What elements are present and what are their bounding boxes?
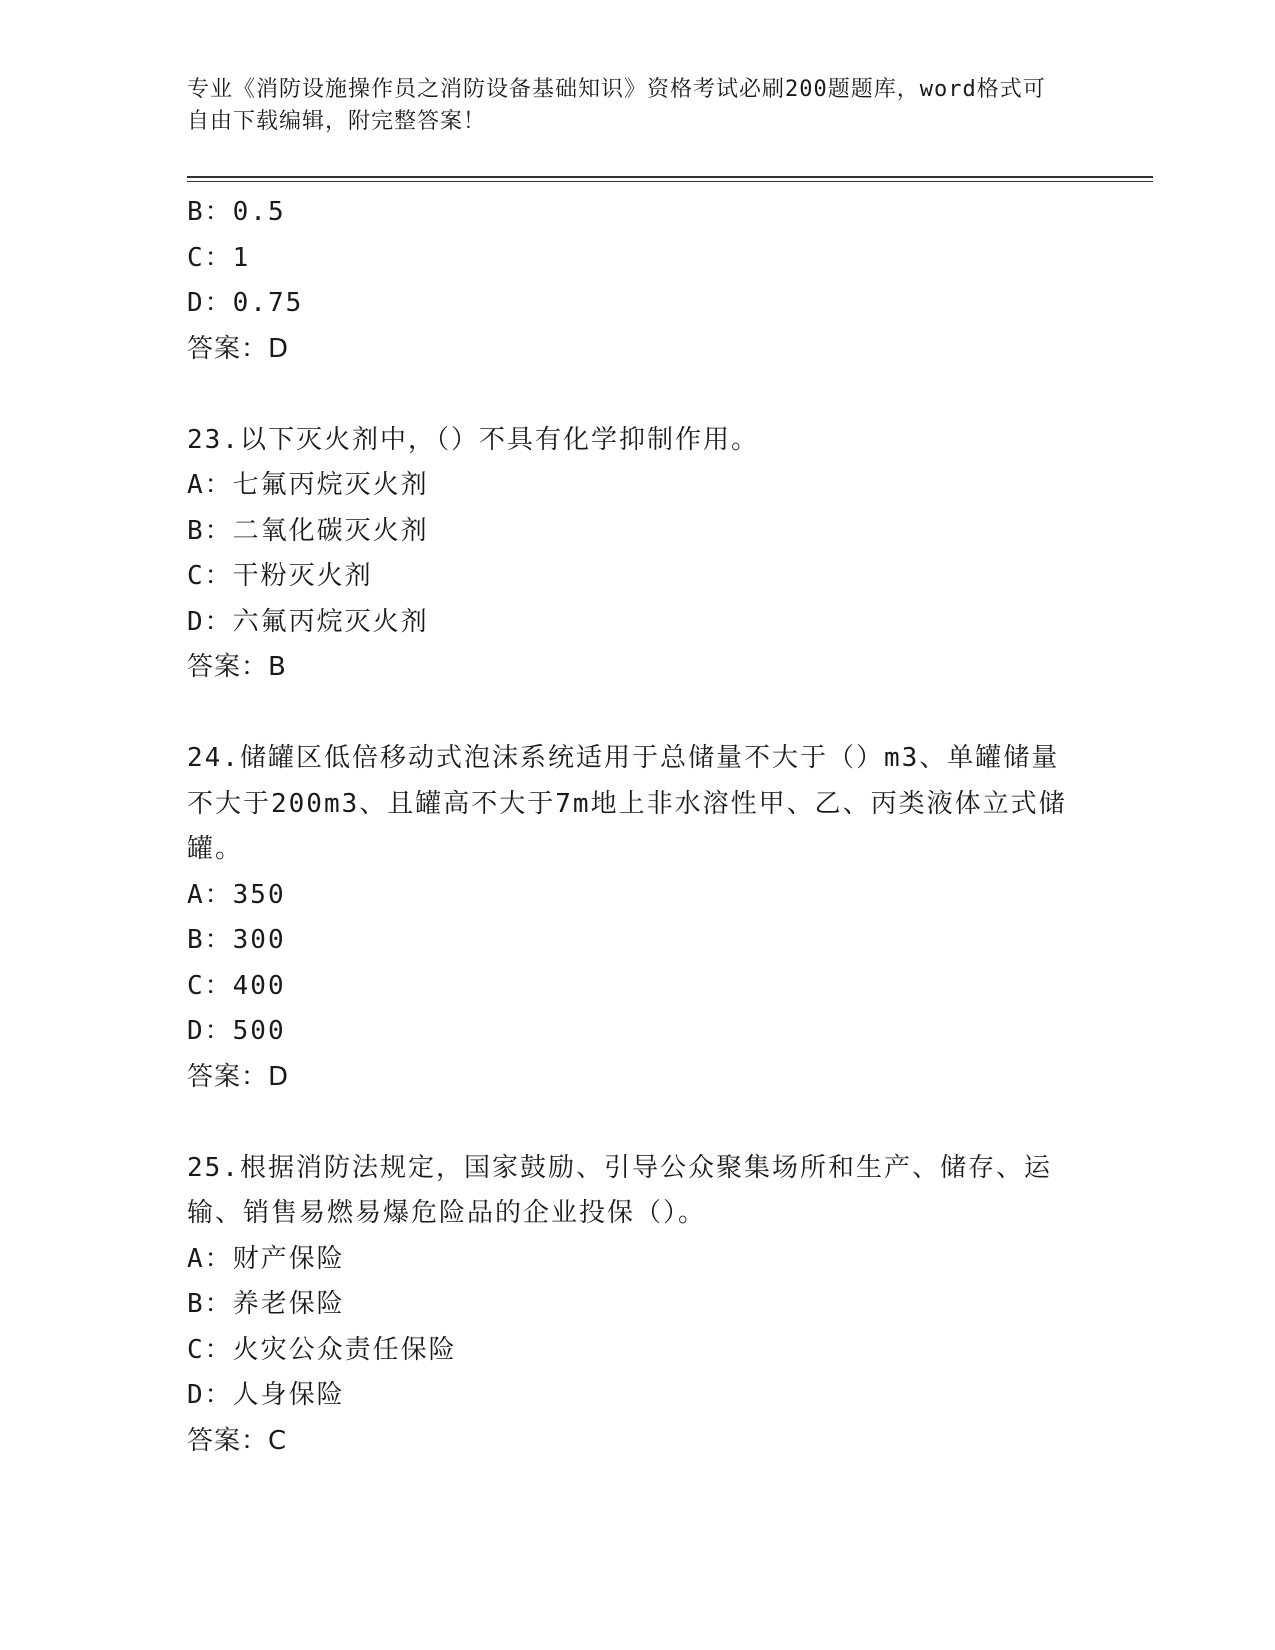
header-divider bbox=[187, 176, 1153, 182]
option-d: D：0.75 bbox=[187, 288, 304, 318]
question-23 bbox=[187, 418, 1087, 691]
option-b: B：0.5 bbox=[187, 197, 286, 227]
answer-line: 答案：B bbox=[187, 652, 287, 682]
option-b: B：二氧化碳灭火剂 bbox=[187, 515, 429, 546]
document-title: 专业《消防设施操作员之消防设备基础知识》资格考试必刷200题题库，word格式可自由下载编辑，附完整答案！ bbox=[187, 77, 1046, 134]
option-a: A：350 bbox=[187, 879, 286, 910]
question-24 bbox=[187, 736, 1087, 1100]
option-c: C：火灾公众责任保险 bbox=[187, 1334, 457, 1365]
option-a: A：七氟丙烷灭火剂 bbox=[187, 470, 429, 500]
document-body bbox=[187, 190, 1087, 1464]
option-d: D：六氟丙烷灭火剂 bbox=[187, 606, 429, 637]
question-stem: 24.储罐区低倍移动式泡沫系统适用于总储量不大于（）m3、单罐储量不大于200m3、且罐高不大于7m地上非水溶性甲、乙、丙类液体立式储罐。 bbox=[187, 743, 1067, 864]
option-c: C：400 bbox=[187, 970, 286, 1001]
question-stem: 23.以下灭火剂中，（）不具有化学抑制作用。 bbox=[187, 424, 759, 455]
option-d: D：人身保险 bbox=[187, 1380, 345, 1410]
answer-line: 答案：D bbox=[187, 333, 290, 364]
option-a: A：财产保险 bbox=[187, 1243, 345, 1274]
option-b: B：养老保险 bbox=[187, 1289, 345, 1319]
option-b: B：300 bbox=[187, 925, 286, 955]
answer-line: 答案：C bbox=[187, 1425, 288, 1456]
option-c: C：1 bbox=[187, 242, 251, 273]
question-25 bbox=[187, 1146, 1087, 1465]
answer-line: 答案：D bbox=[187, 1061, 290, 1092]
option-c: C：干粉灭火剂 bbox=[187, 561, 373, 591]
option-d: D：500 bbox=[187, 1016, 286, 1046]
question-stem: 25.根据消防法规定，国家鼓励、引导公众聚集场所和生产、储存、运输、销售易燃易爆危险品的企业投保（）。 bbox=[187, 1152, 1052, 1228]
document-header bbox=[187, 74, 1067, 138]
carryover-block bbox=[187, 190, 1087, 372]
